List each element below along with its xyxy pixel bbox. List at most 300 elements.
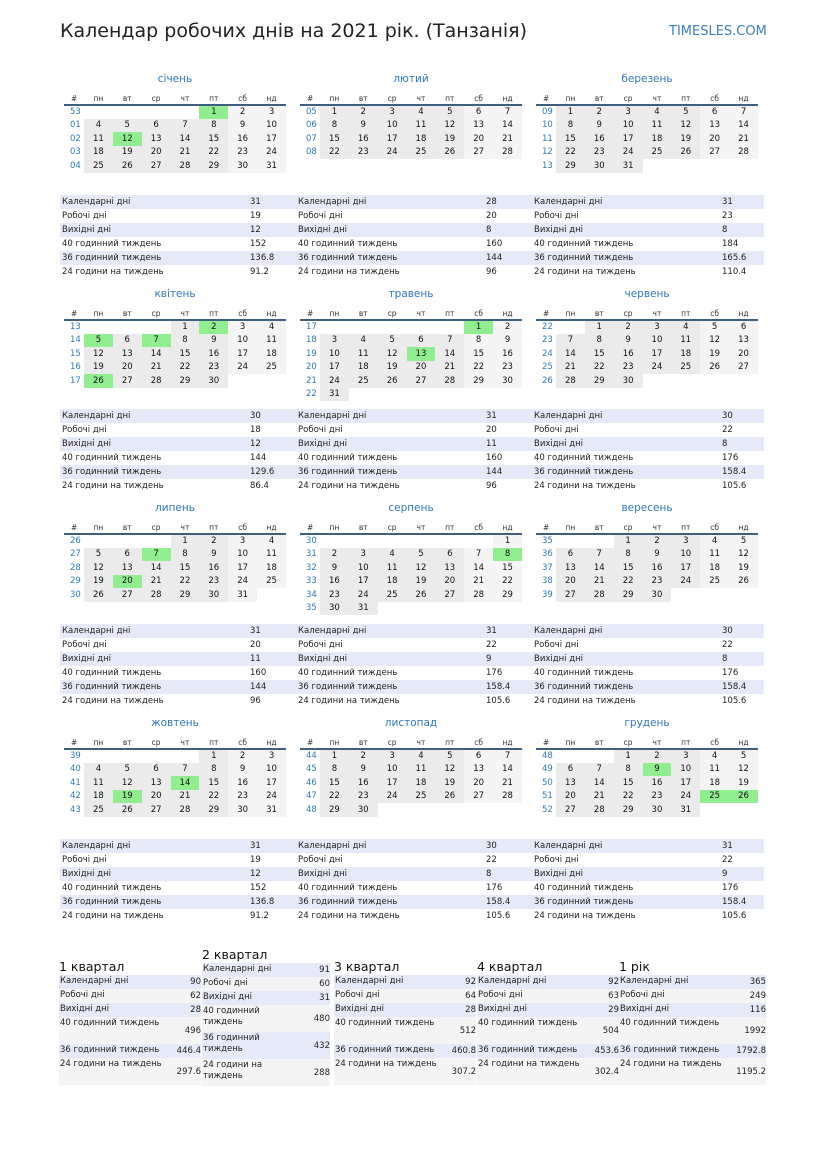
stats-value: 31 xyxy=(250,197,261,207)
weekend-day: 21 xyxy=(493,776,522,790)
quarter-label: Робочі дні xyxy=(60,990,105,1000)
month-grid xyxy=(536,521,758,602)
weekday-header: пт xyxy=(435,736,464,749)
weekday-header: вт xyxy=(349,92,378,105)
week-number: 33 xyxy=(300,575,320,589)
day-cell: 19 xyxy=(671,132,700,146)
month-calendar xyxy=(64,501,286,602)
weekend-day: 28 xyxy=(729,146,758,160)
stats-value: 158.4 xyxy=(722,897,747,907)
month-calendar xyxy=(64,287,286,388)
stats-value: 18 xyxy=(250,425,261,435)
stats-label: 36 годинний тиждень xyxy=(534,682,634,692)
day-cell: 6 xyxy=(435,548,464,562)
quarter-label: 36 годинний тиждень xyxy=(335,1045,435,1055)
day-cell: 29 xyxy=(171,588,200,602)
weekday-header: сб xyxy=(228,92,257,105)
stats-value: 9 xyxy=(722,869,728,879)
empty-cell xyxy=(585,749,614,763)
day-cell: 19 xyxy=(407,575,436,589)
stats-row xyxy=(60,265,296,279)
stats-label: Вихідні дні xyxy=(62,654,112,664)
day-cell: 28 xyxy=(435,374,464,388)
day-cell: 10 xyxy=(671,548,700,562)
weekend-day: 6 xyxy=(464,105,493,119)
day-cell: 31 xyxy=(349,602,378,616)
weekend-day: 4 xyxy=(257,320,286,334)
quarter-value: 496 xyxy=(184,1025,201,1036)
stats-label: 36 годинний тиждень xyxy=(534,467,634,477)
day-cell: 24 xyxy=(643,361,672,375)
weekday-header: нд xyxy=(257,736,286,749)
stats-value: 8 xyxy=(722,654,728,664)
brand-link[interactable]: TIMESLES.COM xyxy=(669,24,767,39)
empty-cell xyxy=(407,602,436,616)
day-cell: 8 xyxy=(556,119,585,133)
day-cell: 19 xyxy=(84,361,113,375)
stats-row xyxy=(532,638,764,652)
week-number: 39 xyxy=(64,749,84,763)
day-cell: 31 xyxy=(320,388,349,402)
holiday-day: 14 xyxy=(171,776,200,790)
weekday-header: # xyxy=(64,307,84,320)
quarter-title: 2 квартал xyxy=(202,947,268,962)
holiday-day: 20 xyxy=(113,575,142,589)
day-cell: 5 xyxy=(378,334,407,348)
weekday-header: ср xyxy=(142,736,171,749)
stats-value: 96 xyxy=(250,696,261,706)
month-name: грудень xyxy=(624,717,670,729)
day-cell: 31 xyxy=(614,159,643,173)
day-cell: 1 xyxy=(320,749,349,763)
day-cell: 6 xyxy=(113,334,142,348)
stats-label: 24 години на тиждень xyxy=(62,696,164,706)
day-cell: 23 xyxy=(585,146,614,160)
day-cell: 30 xyxy=(199,588,228,602)
stats-row xyxy=(296,423,532,437)
day-cell: 21 xyxy=(171,790,200,804)
month-calendar xyxy=(536,72,758,173)
day-cell: 20 xyxy=(407,361,436,375)
quarter-value: 307.2 xyxy=(451,1066,476,1077)
week-number: 41 xyxy=(64,776,84,790)
weekend-day: 16 xyxy=(493,347,522,361)
day-cell: 22 xyxy=(171,575,200,589)
stats-row xyxy=(532,881,764,895)
day-cell: 4 xyxy=(84,119,113,133)
weekday-header: пт xyxy=(435,307,464,320)
weekend-day: 6 xyxy=(700,105,729,119)
quarter-label: Календарні дні xyxy=(335,976,404,986)
day-cell: 11 xyxy=(84,132,113,146)
stats-value: 129.6 xyxy=(250,467,275,477)
stats-label: 40 годинний тиждень xyxy=(62,239,162,249)
weekday-header: чт xyxy=(407,521,436,534)
quarter-label: Календарні дні xyxy=(60,976,129,986)
day-cell: 2 xyxy=(585,105,614,119)
weekday-header: сб xyxy=(700,307,729,320)
stats-label: Робочі дні xyxy=(62,425,107,435)
weekend-day: 15 xyxy=(464,347,493,361)
day-cell: 3 xyxy=(614,105,643,119)
weekend-day: 18 xyxy=(700,776,729,790)
week-number: 13 xyxy=(536,159,556,173)
stats-label: 40 годинний тиждень xyxy=(534,883,634,893)
day-cell: 22 xyxy=(320,146,349,160)
stats-value: 176 xyxy=(722,453,739,463)
quarter-label: Календарні дні xyxy=(478,976,547,986)
weekend-day: 11 xyxy=(257,334,286,348)
stats-label: Робочі дні xyxy=(62,640,107,650)
weekday-header: пн xyxy=(84,307,113,320)
month-grid xyxy=(536,307,758,388)
quarter-label: 24 години на тиждень xyxy=(620,1059,722,1069)
quarter-value: 63 xyxy=(608,991,619,1001)
stats-value: 22 xyxy=(722,855,733,865)
weekend-day: 31 xyxy=(228,588,257,602)
stats-label: 24 години на тиждень xyxy=(534,696,636,706)
empty-cell xyxy=(435,803,464,817)
stats-row xyxy=(60,437,296,451)
stats-row xyxy=(60,666,296,680)
weekday-header: чт xyxy=(643,92,672,105)
stats-label: 36 годинний тиждень xyxy=(62,253,162,263)
week-number: 47 xyxy=(300,790,320,804)
quarter-value: 480 xyxy=(313,1013,330,1024)
stats-label: 24 години на тиждень xyxy=(534,267,636,277)
weekend-day: 28 xyxy=(493,146,522,160)
weekend-day: 16 xyxy=(228,776,257,790)
empty-cell xyxy=(378,320,407,334)
week-number: 44 xyxy=(300,749,320,763)
quarter-row xyxy=(619,1017,766,1044)
day-cell: 7 xyxy=(556,334,585,348)
weekday-header: нд xyxy=(257,521,286,534)
quarter-row xyxy=(334,975,476,989)
day-cell: 6 xyxy=(142,763,171,777)
day-cell: 2 xyxy=(349,749,378,763)
stats-value: 12 xyxy=(250,225,261,235)
month-stats xyxy=(60,409,296,493)
day-cell: 25 xyxy=(84,803,113,817)
weekday-header: чт xyxy=(643,521,672,534)
empty-cell xyxy=(407,534,436,548)
weekend-day: 22 xyxy=(464,361,493,375)
day-cell: 9 xyxy=(349,119,378,133)
quarter-label: 24 години на тиждень xyxy=(60,1059,162,1069)
weekday-header: вт xyxy=(349,521,378,534)
stats-row xyxy=(60,839,296,853)
day-cell: 21 xyxy=(171,146,200,160)
stats-label: Вихідні дні xyxy=(62,225,112,235)
day-cell: 16 xyxy=(349,776,378,790)
day-cell: 21 xyxy=(585,790,614,804)
weekend-day: 9 xyxy=(228,763,257,777)
stats-label: Робочі дні xyxy=(298,640,343,650)
stats-row xyxy=(60,867,296,881)
day-cell: 15 xyxy=(171,347,200,361)
stats-value: 152 xyxy=(250,239,267,249)
empty-cell xyxy=(84,105,113,119)
weekday-header: чт xyxy=(171,307,200,320)
stats-row xyxy=(60,251,296,265)
stats-row xyxy=(532,237,764,251)
empty-cell xyxy=(142,749,171,763)
week-number: 36 xyxy=(536,548,556,562)
stats-value: 176 xyxy=(722,668,739,678)
month-grid xyxy=(64,307,286,388)
empty-cell xyxy=(464,602,493,616)
day-cell: 7 xyxy=(585,763,614,777)
weekend-day: 7 xyxy=(464,548,493,562)
stats-value: 23 xyxy=(722,211,733,221)
stats-row xyxy=(296,853,532,867)
day-cell: 20 xyxy=(142,146,171,160)
day-cell: 6 xyxy=(113,548,142,562)
day-cell: 17 xyxy=(643,347,672,361)
day-cell: 22 xyxy=(171,361,200,375)
stats-row xyxy=(60,451,296,465)
weekday-header: чт xyxy=(643,736,672,749)
weekday-header: ср xyxy=(614,92,643,105)
quarter-label: 24 години на тиждень xyxy=(203,1060,263,1081)
weekday-header: ср xyxy=(142,92,171,105)
stats-label: 36 годинний тиждень xyxy=(298,682,398,692)
stats-row xyxy=(296,223,532,237)
weekday-header: нд xyxy=(257,92,286,105)
month-name: листопад xyxy=(384,717,438,729)
weekday-header: сб xyxy=(700,92,729,105)
weekday-header: пт xyxy=(199,92,228,105)
stats-row xyxy=(296,209,532,223)
quarter-value: 1792.8 xyxy=(736,1046,766,1056)
day-cell: 12 xyxy=(435,763,464,777)
stats-label: Календарні дні xyxy=(62,841,131,851)
stats-value: 30 xyxy=(250,411,261,421)
empty-cell xyxy=(349,534,378,548)
empty-cell xyxy=(493,388,522,402)
stats-row xyxy=(296,251,532,265)
day-cell: 20 xyxy=(142,790,171,804)
weekend-day: 10 xyxy=(257,763,286,777)
quarter-row xyxy=(59,975,201,989)
weekday-header: пн xyxy=(320,521,349,534)
day-cell: 12 xyxy=(407,561,436,575)
day-cell: 28 xyxy=(171,159,200,173)
week-number: 08 xyxy=(300,146,320,160)
stats-label: Календарні дні xyxy=(534,411,603,421)
empty-cell xyxy=(407,388,436,402)
day-cell: 14 xyxy=(171,132,200,146)
empty-cell xyxy=(171,749,200,763)
weekend-day: 24 xyxy=(257,790,286,804)
day-cell: 21 xyxy=(435,361,464,375)
weekend-day: 1 xyxy=(493,534,522,548)
weekend-day: 21 xyxy=(493,132,522,146)
day-cell: 4 xyxy=(671,320,700,334)
day-cell: 18 xyxy=(407,776,436,790)
empty-cell xyxy=(84,749,113,763)
stats-label: 36 годинний тиждень xyxy=(62,467,162,477)
stats-value: 184 xyxy=(722,239,739,249)
day-cell: 24 xyxy=(320,374,349,388)
day-cell: 2 xyxy=(199,534,228,548)
day-cell: 30 xyxy=(643,803,672,817)
day-cell: 19 xyxy=(113,146,142,160)
stats-row xyxy=(532,895,764,909)
weekend-day: 12 xyxy=(729,763,758,777)
weekend-day: 10 xyxy=(257,119,286,133)
day-cell: 10 xyxy=(614,119,643,133)
quarter-label: Робочі дні xyxy=(203,978,248,988)
day-cell: 27 xyxy=(556,803,585,817)
day-cell: 24 xyxy=(378,790,407,804)
empty-cell xyxy=(464,388,493,402)
stats-label: Вихідні дні xyxy=(534,225,584,235)
day-cell: 20 xyxy=(556,575,585,589)
day-cell: 13 xyxy=(556,776,585,790)
day-cell: 20 xyxy=(556,790,585,804)
empty-cell xyxy=(729,588,758,602)
weekday-header: сб xyxy=(700,736,729,749)
day-cell: 22 xyxy=(199,790,228,804)
stats-label: Робочі дні xyxy=(62,855,107,865)
quarter-title: 1 квартал xyxy=(59,959,125,974)
weekday-header: нд xyxy=(493,521,522,534)
day-cell: 28 xyxy=(142,588,171,602)
stats-value: 91.2 xyxy=(250,267,269,277)
week-number: 31 xyxy=(300,548,320,562)
stats-label: 24 години на тиждень xyxy=(62,481,164,491)
day-cell: 21 xyxy=(556,361,585,375)
stats-value: 144 xyxy=(486,253,503,263)
month-grid xyxy=(536,736,758,817)
week-number: 15 xyxy=(64,347,84,361)
empty-cell xyxy=(700,374,729,388)
empty-cell xyxy=(349,388,378,402)
week-number: 30 xyxy=(300,534,320,548)
day-cell: 22 xyxy=(614,575,643,589)
stats-label: 40 годинний тиждень xyxy=(62,883,162,893)
empty-cell xyxy=(671,374,700,388)
weekend-day: 23 xyxy=(228,790,257,804)
weekday-header: пт xyxy=(199,736,228,749)
stats-label: 36 годинний тиждень xyxy=(62,682,162,692)
day-cell: 27 xyxy=(435,588,464,602)
day-cell: 13 xyxy=(142,132,171,146)
quarter-row xyxy=(59,1003,201,1017)
day-cell: 2 xyxy=(320,548,349,562)
week-number: 13 xyxy=(64,320,84,334)
month-name: травень xyxy=(388,288,434,300)
week-number: 29 xyxy=(64,575,84,589)
week-number: 05 xyxy=(300,105,320,119)
stats-value: 96 xyxy=(486,267,497,277)
weekday-header: # xyxy=(64,92,84,105)
day-cell: 1 xyxy=(585,320,614,334)
month-stats xyxy=(532,839,764,923)
day-cell: 23 xyxy=(199,361,228,375)
week-number: 21 xyxy=(300,374,320,388)
weekend-day: 8 xyxy=(464,334,493,348)
week-number: 07 xyxy=(300,132,320,146)
stats-value: 105.6 xyxy=(486,911,511,921)
stats-row xyxy=(532,666,764,680)
stats-value: 158.4 xyxy=(722,467,747,477)
quarter-value: 90 xyxy=(190,977,201,987)
week-number: 03 xyxy=(64,146,84,160)
weekend-day: 31 xyxy=(257,803,286,817)
month-grid xyxy=(300,307,522,401)
week-number: 51 xyxy=(536,790,556,804)
stats-label: Вихідні дні xyxy=(298,225,348,235)
empty-cell xyxy=(142,105,171,119)
weekend-day: 24 xyxy=(228,575,257,589)
weekday-header: вт xyxy=(585,307,614,320)
day-cell: 16 xyxy=(585,132,614,146)
stats-value: 86.4 xyxy=(250,481,269,491)
stats-value: 176 xyxy=(486,668,503,678)
weekend-day: 17 xyxy=(257,776,286,790)
day-cell: 30 xyxy=(643,588,672,602)
weekday-header: вт xyxy=(585,736,614,749)
quarter-value: 453.6 xyxy=(594,1046,619,1056)
week-number: 48 xyxy=(536,749,556,763)
quarter-row xyxy=(59,1017,201,1044)
day-cell: 8 xyxy=(171,548,200,562)
stats-value: 8 xyxy=(486,869,492,879)
weekday-header: сб xyxy=(228,307,257,320)
stats-value: 31 xyxy=(486,411,497,421)
weekday-header: пн xyxy=(556,736,585,749)
weekend-day: 30 xyxy=(493,374,522,388)
weekday-header: ср xyxy=(378,521,407,534)
day-cell: 5 xyxy=(407,548,436,562)
quarter-value: 512 xyxy=(459,1025,476,1036)
empty-cell xyxy=(378,803,407,817)
stats-value: 12 xyxy=(250,869,261,879)
day-cell: 12 xyxy=(671,119,700,133)
stats-row xyxy=(296,867,532,881)
day-cell: 3 xyxy=(643,320,672,334)
week-number: 10 xyxy=(536,119,556,133)
stats-value: 144 xyxy=(250,682,267,692)
stats-value: 31 xyxy=(722,841,733,851)
quarter-value: 116 xyxy=(749,1005,766,1015)
weekend-day: 13 xyxy=(464,763,493,777)
stats-value: 96 xyxy=(486,481,497,491)
stats-value: 31 xyxy=(250,626,261,636)
week-number: 53 xyxy=(64,105,84,119)
quarter-value: 92 xyxy=(608,977,619,987)
day-cell: 2 xyxy=(614,320,643,334)
day-cell: 8 xyxy=(614,763,643,777)
stats-value: 22 xyxy=(486,640,497,650)
empty-cell xyxy=(228,374,257,388)
quarter-row xyxy=(334,1003,476,1017)
day-cell: 4 xyxy=(349,334,378,348)
day-cell: 9 xyxy=(199,548,228,562)
weekend-day: 10 xyxy=(228,548,257,562)
stats-label: 24 години на тиждень xyxy=(298,911,400,921)
month-stats xyxy=(532,624,764,708)
empty-cell xyxy=(493,803,522,817)
stats-value: 11 xyxy=(250,654,261,664)
stats-label: 36 годинний тиждень xyxy=(534,253,634,263)
day-cell: 5 xyxy=(84,548,113,562)
weekend-day: 22 xyxy=(493,575,522,589)
stats-label: 40 годинний тиждень xyxy=(298,453,398,463)
